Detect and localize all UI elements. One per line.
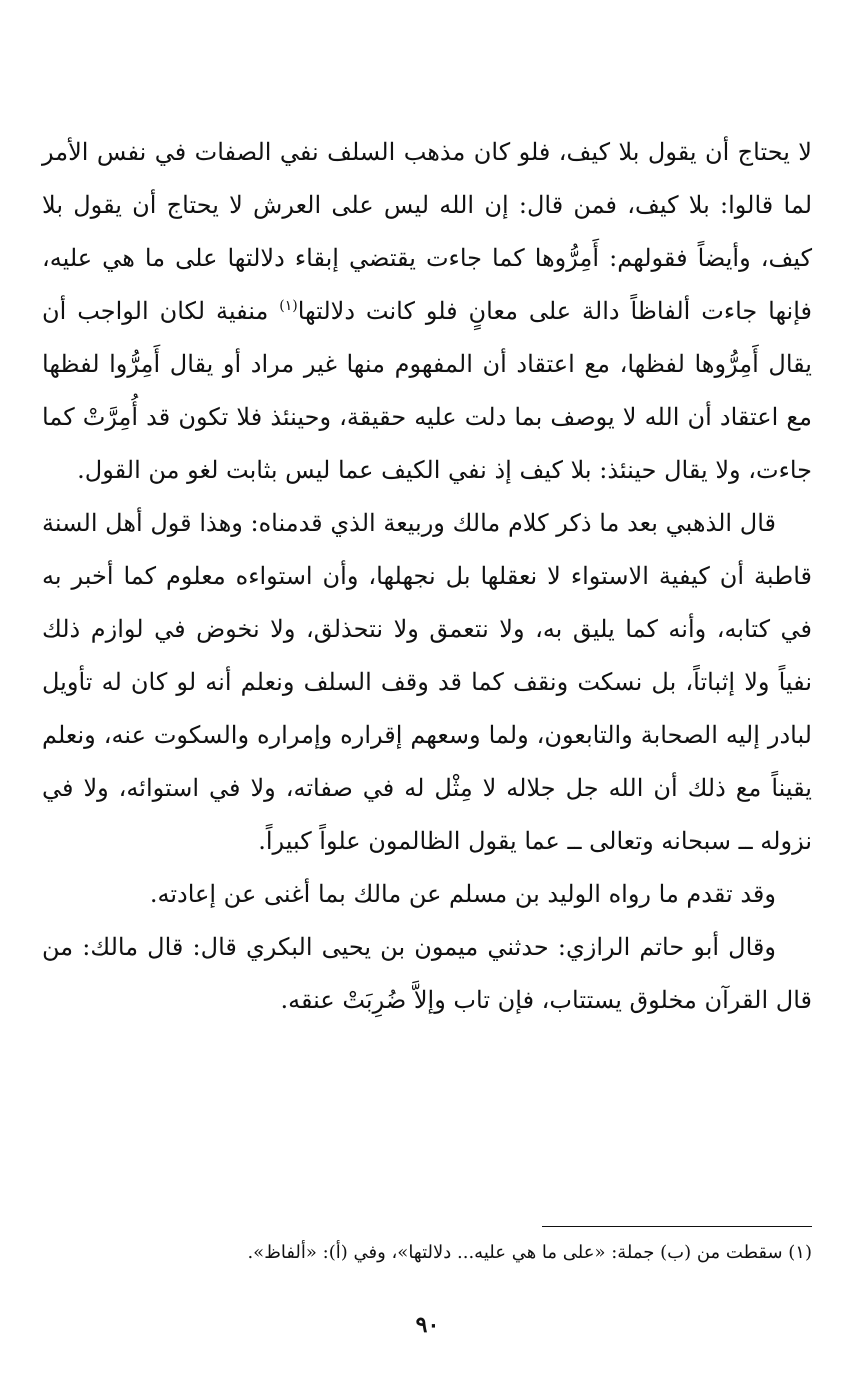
paragraph-2: قال الذهبي بعد ما ذكر كلام مالك وربيعة الذي قدمناه: وهذا قول أهل السنة قاطبة أن كيفية الاستواء لا نعقلها بل نجهلها، وأن استواءه معلوم كما أخبر به في كتابه، وأنه كما يليق به، ولا نتعمق ولا نتحذلق، ولا نخوض في لوازم ذلك نفياً ولا إثباتاً، بل نسكت ونقف كما قد وقف السلف ونعلم أنه لو كان له تأويل لبادر إليه الصحابة والتابعون، ولما وسعهم إقراره وإمراره والسكوت عنه، ونعلم يقيناً مع ذلك أن الله جل جلاله لا مِثْل له في صفاته، ولا في استوائه، ولا في نزوله ــ سبحانه وتعالى ــ عما يقول الظالمون علواً كبيراً.: [42, 509, 812, 855]
paragraph-3: وقد تقدم ما رواه الوليد بن مسلم عن مالك بما أغنى عن إعادته.: [149, 880, 776, 908]
footnote-marker: (١): [279, 298, 298, 314]
page-number: ٩٠: [415, 1312, 440, 1338]
main-text: [42, 126, 812, 1027]
footnote-text: سقطت من (ب) جملة: «على ما هي عليه... دلالتها»، وفي (أ): «ألفاظ».: [247, 1242, 783, 1263]
footnote: [42, 1238, 812, 1268]
paragraph-4: وقال أبو حاتم الرازي: حدثني ميمون بن يحيى البكري قال: قال مالك: من قال القرآن مخلوق يستتاب، فإن تاب وإلاَّ ضُرِبَتْ عنقه.: [42, 933, 812, 1014]
footnote-number: (١): [788, 1242, 812, 1263]
footnote-divider: [542, 1226, 812, 1227]
paragraph-1-text-end: منفية لكان الواجب أن يقال أَمِرُّوها لفظها، مع اعتقاد أن المفهوم منها غير مراد أو يقال أَمِرُّوا لفظها مع اعتقاد أن الله لا يوصف بما دلت عليه حقيقة، وحينئذ فلا تكون قد أُمِرَّتْ كما جاءت، ولا يقال حينئذ: بلا كيف إذ نفي الكيف عما ليس بثابت لغو من القول.: [42, 297, 812, 484]
paragraph-1: [42, 126, 812, 497]
paragraph-1-text-start: لا يحتاج أن يقول بلا كيف، فلو كان مذهب السلف نفي الصفات في نفس الأمر لما قالوا: بلا كيف، فمن قال: إن الله ليس على العرش لا يحتاج أن يقول بلا كيف، وأيضاً فقولهم: أَمِرُّوها كما جاءت يقتضي إبقاء دلالتها على ما هي عليه، فإنها جاءت ألفاظاً دالة على معانٍ فلو كانت دلالتها: [42, 138, 813, 325]
